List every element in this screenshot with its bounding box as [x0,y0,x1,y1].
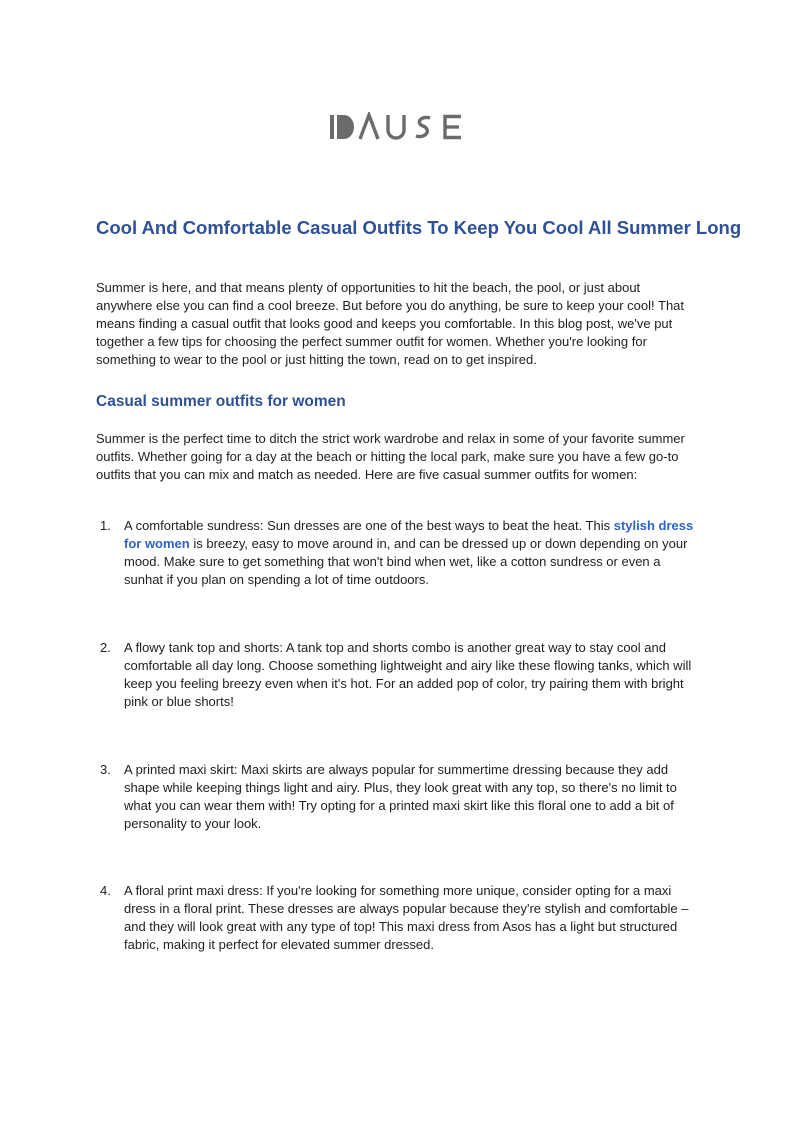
stylish-dress-link[interactable]: stylish dress for women [124,518,694,551]
list-number: 3. [100,762,111,777]
list-item [96,761,696,833]
list-item-text: A printed maxi skirt: Maxi skirts are always popular for summertime dressing because they add shape while keeping things light and airy. Plus, they look great with any top, so there's no limit to what you can wear them with! Try opting for a printed maxi skirt like this floral one to add a bit of personality to your look. [124,762,677,831]
logo-container [0,112,795,147]
list-item-text-start: A comfortable sundress: Sun dresses are one of the best ways to beat the heat. This [124,518,614,533]
section-intro-paragraph: Summer is the perfect time to ditch the strict work wardrobe and relax in some of your favorite summer outfits. Whether going for a day at the beach or hitting the local park, make sure you have a few go-to outfits that you can mix and match as needed. Here are five casual summer outfits for women: [96,431,685,482]
article-title: Cool And Comfortable Casual Outfits To Keep You Cool All Summer Long [96,217,742,238]
list-item-text: A flowy tank top and shorts: A tank top and shorts combo is another great way to stay cool and comfortable all day long. Choose something lightweight and airy like these flowing tanks, which will keep you feeling breezy even when it's hot. For an added pop of color, try pairing them with bright pink or blue shorts! [124,640,692,709]
list-item [96,517,696,589]
list-item [96,639,696,711]
list-number: 2. [100,640,111,655]
section-heading: Casual summer outfits for women [96,393,346,410]
list-item-text [124,517,696,589]
list-item [96,882,696,954]
intro-paragraph: Summer is here, and that means plenty of opportunities to hit the beach, the pool, or just about anywhere else you can find a cool breeze. But before you do anything, be sure to keep your cool! That means finding a casual outfit that looks good and keeps you comfortable. In this blog post, we've put together a few tips for choosing the perfect summer outfit for women. Whether you're looking for something to wear to the pool or just hitting the town, read on to get inspired. [96,280,685,367]
list-item-text: A floral print maxi dress: If you're looking for something more unique, consider opting for a maxi dress in a floral print. These dresses are always popular because they're stylish and comfortable – and they will look great with any type of top! This maxi dress from Asos has a light but structured fabric, making it perfect for elevated summer dressed. [124,883,689,952]
list-number: 4. [100,883,111,898]
list-number: 1. [100,518,111,533]
pause-logo [328,112,468,142]
list-item-text-end: is breezy, easy to move around in, and can be dressed up or down depending on your mood. Make sure to get something that won't bind when wet, like a cotton sundress or even a sunhat if you plan on spending a lot of time outdoors. [124,536,688,587]
